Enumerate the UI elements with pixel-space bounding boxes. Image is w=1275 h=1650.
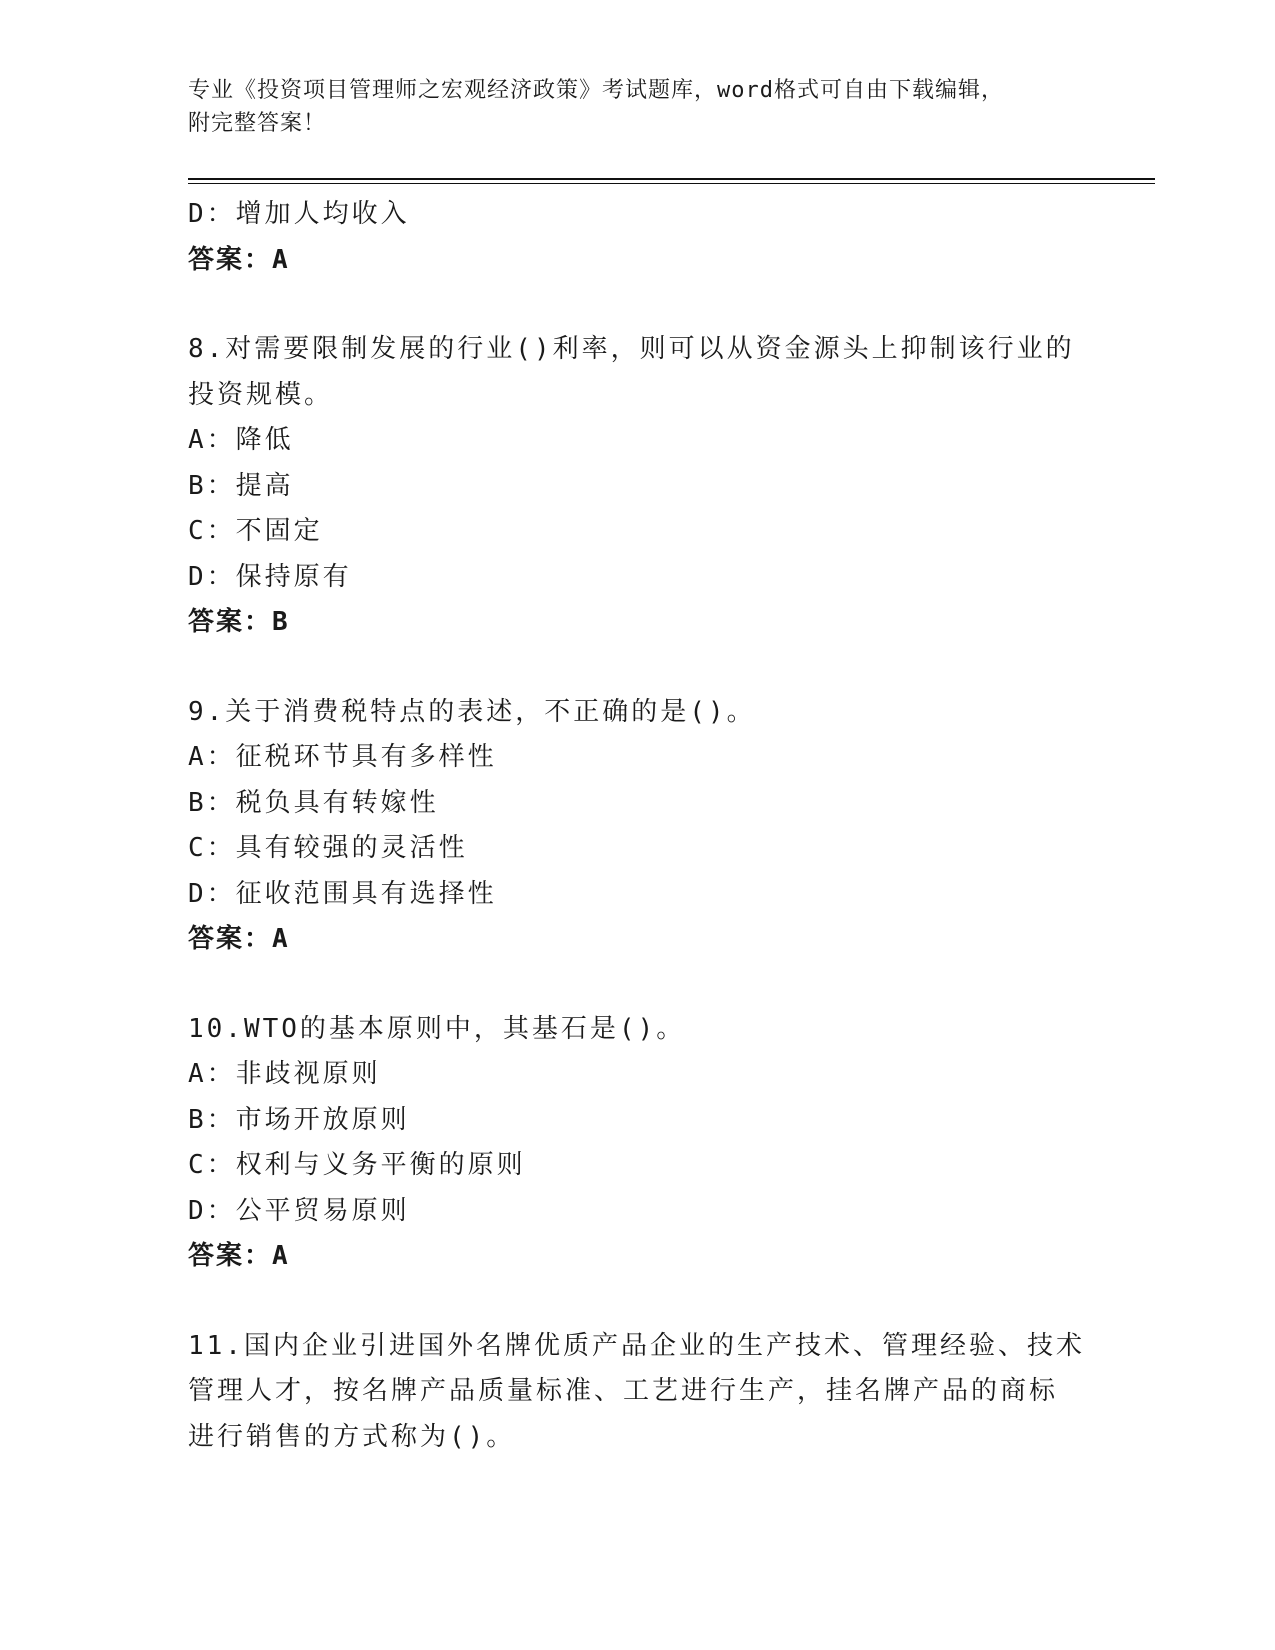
option-d: D：增加人均收入 bbox=[188, 199, 410, 229]
header-divider-thin bbox=[188, 183, 1155, 184]
option-c: C：不固定 bbox=[188, 516, 323, 546]
question-8 bbox=[188, 327, 1088, 646]
question-7-tail bbox=[188, 192, 1088, 283]
question-text-line: 8.对需要限制发展的行业()利率，则可以从资金源头上抑制该行业的 bbox=[188, 334, 1075, 364]
answer-line: 答案：A bbox=[188, 1241, 290, 1271]
header-divider-thick bbox=[188, 178, 1155, 180]
option-a: A：降低 bbox=[188, 425, 294, 455]
question-text-line: 投资规模。 bbox=[188, 379, 334, 410]
question-text-line: 9.关于消费税特点的表述，不正确的是()。 bbox=[188, 696, 756, 727]
question-9 bbox=[188, 690, 1088, 963]
answer-line: 答案：A bbox=[188, 924, 290, 954]
header-line-1: 专业《投资项目管理师之宏观经济政策》考试题库，word格式可自由下载编辑， bbox=[188, 78, 1004, 103]
spacer bbox=[188, 1280, 1088, 1324]
option-b: B：市场开放原则 bbox=[188, 1104, 410, 1135]
option-c: C：权利与义务平衡的原则 bbox=[188, 1150, 526, 1180]
answer-line: 答案：B bbox=[188, 607, 290, 637]
option-d: D：保持原有 bbox=[188, 561, 352, 592]
spacer bbox=[188, 963, 1088, 1007]
option-b: B：提高 bbox=[188, 470, 294, 501]
question-text-line: 进行销售的方式称为()。 bbox=[188, 1421, 516, 1452]
option-b: B：税负具有转嫁性 bbox=[188, 787, 439, 818]
question-text-line: 管理人才，按名牌产品质量标准、工艺进行生产，挂名牌产品的商标 bbox=[188, 1376, 1059, 1406]
option-d: D：征收范围具有选择性 bbox=[188, 878, 497, 909]
option-a: A：征税环节具有多样性 bbox=[188, 742, 497, 772]
question-text-line: 10.WTO的基本原则中，其基石是()。 bbox=[188, 1013, 686, 1044]
spacer bbox=[188, 646, 1088, 690]
question-10 bbox=[188, 1007, 1088, 1280]
header-line-2: 附完整答案！ bbox=[188, 111, 327, 136]
answer-line: 答案：A bbox=[188, 244, 290, 275]
question-11 bbox=[188, 1324, 1088, 1461]
option-d: D：公平贸易原则 bbox=[188, 1195, 410, 1226]
spacer bbox=[188, 283, 1088, 327]
question-text-line: 11.国内企业引进国外名牌优质产品企业的生产技术、管理经验、技术 bbox=[188, 1330, 1085, 1361]
option-c: C：具有较强的灵活性 bbox=[188, 833, 468, 863]
question-list bbox=[188, 192, 1088, 1460]
option-a: A：非歧视原则 bbox=[188, 1059, 381, 1089]
page-header bbox=[188, 74, 1088, 140]
